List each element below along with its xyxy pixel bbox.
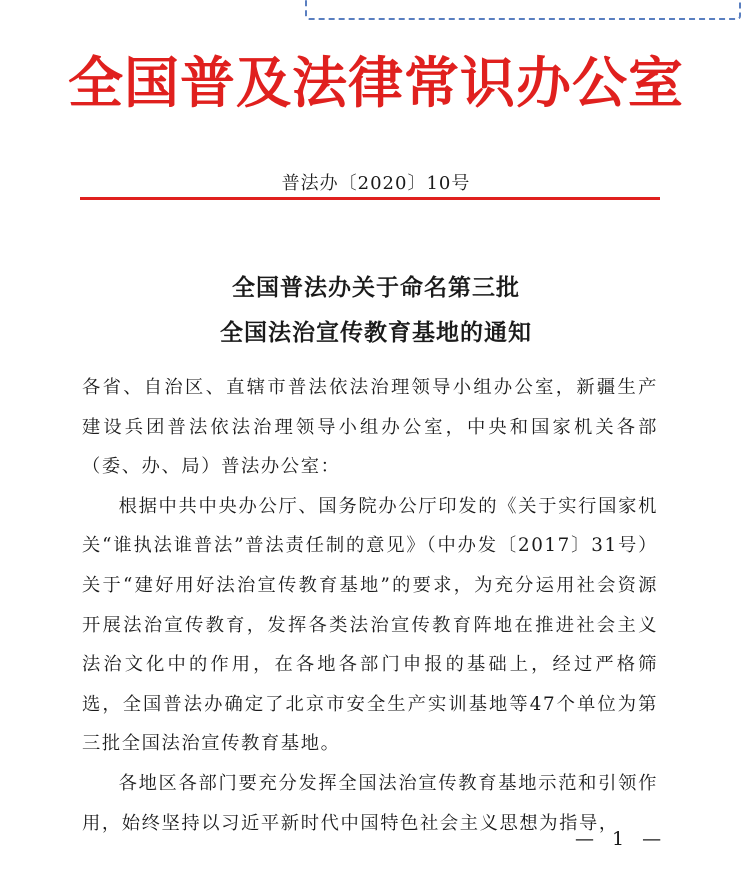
org-title: 全国普及法律常识办公室	[67, 50, 684, 115]
paragraph-2: 各地区各部门要充分发挥全国法治宣传教育基地示范和引领作用，始终坚持以习近平新时代中国特色社会主义思想为指导，	[82, 772, 658, 834]
doc-number: 普法办〔2020〕10号	[281, 173, 471, 194]
notice-title-line2: 全国法治宣传教育基地的通知	[220, 319, 532, 346]
body-text	[82, 368, 658, 843]
salutation: 各省、自治区、直辖市普法依法治理领导小组办公室，新疆生产建设兵团普法依法治理领导小组办公室，中央和国家机关各部（委、办、局）普法办公室：	[82, 377, 658, 478]
page-number: — 1 —	[575, 828, 668, 850]
stamp-box	[305, 0, 741, 20]
notice-title-line1: 全国普法办关于命名第三批	[232, 274, 520, 301]
paragraph-1: 根据中共中央办公厅、国务院办公厅印发的《关于实行国家机关“谁执法谁普法”普法责任制的意见》（中办发〔2017〕31号）关于“建好用好法治宣传教育基地”的要求，为充分运用社会资源开展法治宣传教育，发挥各类法治宣传教育阵地在推进社会主义法治文化中的作用，在各地各部门申报的基础上，经过严格筛选，全国普法办确定了北京市安全生产实训基地等47个单位为第三批全国法治宣传教育基地。	[82, 495, 658, 755]
red-divider	[80, 197, 660, 200]
